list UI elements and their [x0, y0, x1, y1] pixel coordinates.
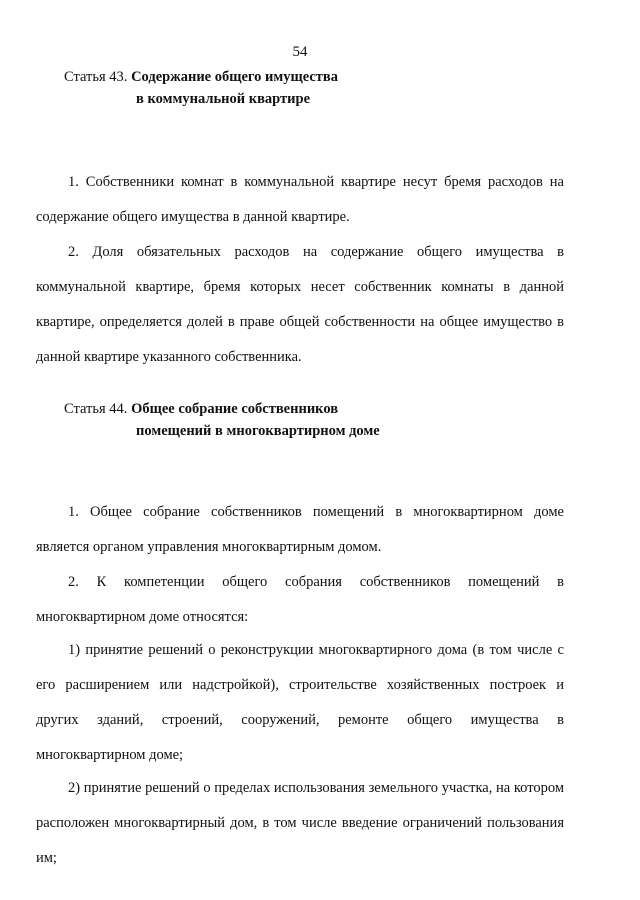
article-43-paragraph-2: 2. Доля обязательных расходов на содержание общего имущества в коммунальной квартире, бремя которых несет собственник комнаты в данной квартире, определяется долей в праве общей собственности на общее имущество в данной квартире указанного собственника. [36, 243, 564, 365]
article-43-title-line2: в коммунальной квартире [136, 91, 310, 107]
article-44-title-line1: Общее собрание собственников [131, 401, 339, 417]
page-number: 54 [292, 44, 308, 60]
article-43-heading [64, 66, 338, 110]
article-44-subitem-2: 2) принятие решений о пределах использования земельного участка, на котором расположен многоквартирный дом, в том числе введение ограничений пользования им; [36, 779, 564, 866]
article-44-heading [64, 398, 380, 442]
article-43-number: Статья 43. [64, 69, 128, 85]
article-44-subitem-1: 1) принятие решений о реконструкции многоквартирного дома (в том числе с его расширением или надстройкой), строительстве хозяйственных построек и других зданий, строений, сооружений, ремонте общего имущества в многоквартирном доме; [36, 641, 564, 763]
article-44-paragraph-1: 1. Общее собрание собственников помещений в многоквартирном доме является органом управления многоквартирным домом. [36, 503, 564, 555]
article-44-paragraph-2: 2. К компетенции общего собрания собственников помещений в многоквартирном доме относятся: [36, 573, 564, 625]
article-43-paragraph-1: 1. Собственники комнат в коммунальной квартире несут бремя расходов на содержание общего имущества в данной квартире. [36, 173, 564, 225]
article-44-number: Статья 44. [64, 401, 128, 417]
article-43-title-line1: Содержание общего имущества [131, 69, 338, 85]
article-44-title-line2: помещений в многоквартирном доме [136, 423, 380, 439]
